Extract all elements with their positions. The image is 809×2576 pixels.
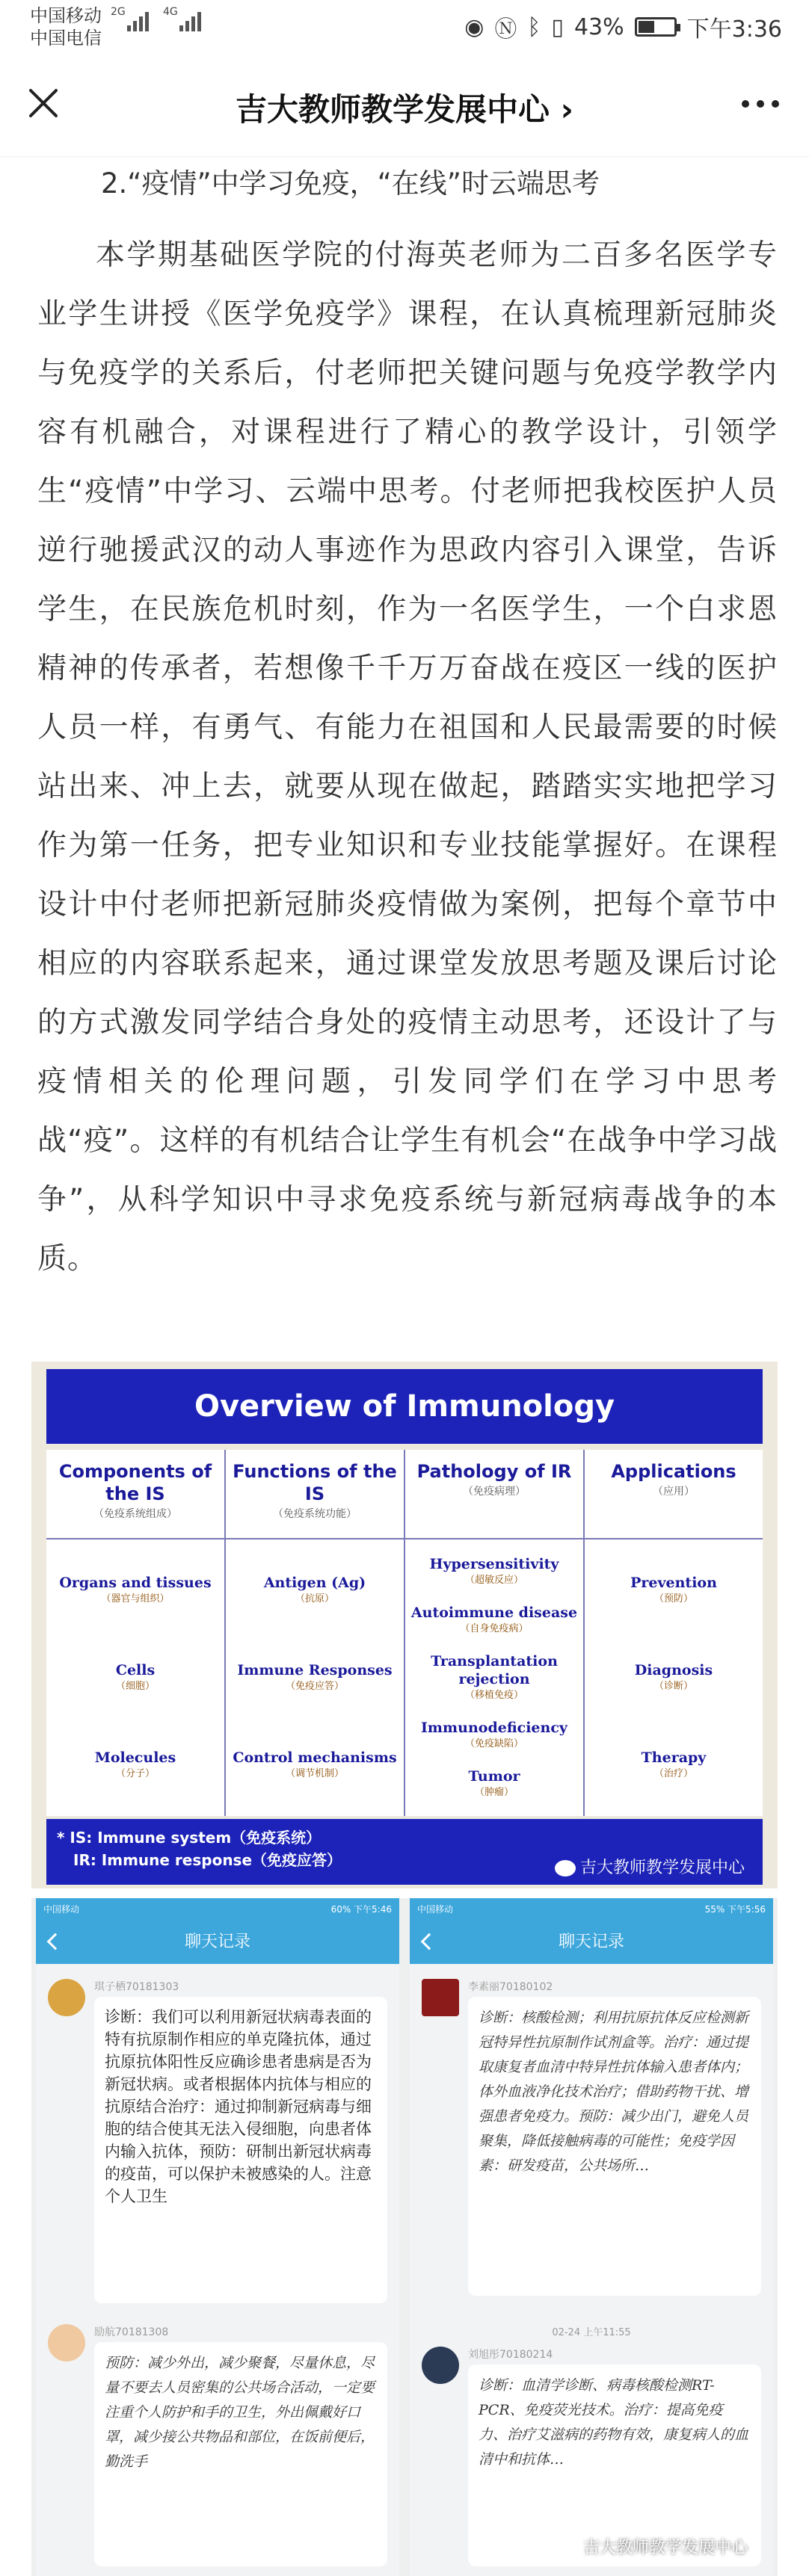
column-head-zh: （免疫病理） [463,1486,526,1498]
chat-message [422,1979,761,2308]
avatar [422,2347,459,2384]
message-sender: 琪子栖70181303 [94,1981,179,1993]
slide-item: Prevention （预防） [630,1575,717,1605]
column-applications [585,1450,763,1816]
message-bubble: 预防：减少外出，减少聚餐，尽量休息，尽量不要去人员密集的公共场合活动，一定要注重个人防护和手的卫生，外出佩戴好口罩，减少接公共物品和部位，在饭前便后，勤洗手 [94,2342,387,2566]
chat-screenshot-right [410,1898,773,2576]
clock: 下午3:36 [686,16,782,43]
column-head [405,1450,583,1539]
phone-status-bar: 中国移动 55% 下午5:56 [410,1898,773,1921]
message-bubble: 诊断：核酸检测；利用抗原抗体反应检测新冠特异性抗原制作试剂盒等。治疗：通过提取康复者血清中特异性抗体输入患者体内；体外血液净化技术治疗；借助药物干扰、增强患者免疫力。预防：减少出门，避免人员聚集，降低接触病毒的可能性；免疫学因素：研发疫苗，公共场所… [468,1997,761,2296]
more-icon[interactable] [742,100,779,108]
battery-percent: 43% [573,13,624,40]
column-head-en: Pathology of IR [416,1461,572,1482]
slide-item: Hypersensitivity （超敏反应） [429,1555,559,1586]
slide-item: Organs and tissues （器官与组织） [59,1575,212,1605]
carrier-1: 中国移动 [30,5,102,26]
message-sender: 刘旭彤70180214 [468,2349,553,2361]
article-paragraph: 本学期基础医学院的付海英老师为二百多名医学专业学生讲授《医学免疫学》课程，在认真梳理新冠肺炎与免疫学的关系后，付老师把关键问题与免疫学教学内容有机融合，对课程进行了精心的教学设计，引领学生“疫情”中学习、云端中思考。付老师把我校医护人员逆行驰援武汉的动人事迹作为思政内容引入课堂，告诉学生，在民族危机时刻，作为一名医学生，一个白求恩精神的传承者，若想像千千万万奋战在疫区一线的医护人员一样，有勇气、有能力在祖国和人民最需要的时候站出来、冲上去，就要从现在做起，踏踏实实地把学习作为第一任务，把专业知识和专业技能掌握好。在课程设计中付老师把新冠肺炎疫情做为案例，把每个章节中相应的内容联系起来，通过课堂发放思考题及课后讨论的方式激发同学结合身处的疫情主动思考，还设计了与疫情相关的伦理问题，引发同学们在学习中思考战“疫”。这样的有机结合让学生有机会“在战争中学习战争”，从科学知识中寻求免疫系统与新冠病毒战争的本质。 [37,238,778,1276]
column-components [46,1450,226,1816]
message-bubble: 诊断：我们可以利用新冠状病毒表面的特有抗原制作相应的单克隆抗体，通过抗原抗体阳性反应确诊患者患病是否为新冠状病。或者根据体内抗体与相应的抗原结合治疗：通过抑制新冠病毒与细胞的结合使其无法入侵细胞，向患者体内输入抗体，预防：研制出新冠状病毒的疫苗，可以保护未被感染的人。注意个人卫生 [94,1997,387,2303]
chat-message [48,1979,387,2308]
column-head [46,1450,224,1539]
network-type-2: 4G [163,6,178,18]
avatar [48,1979,85,2016]
slide-footer [46,1819,763,1885]
wechat-icon [555,1860,576,1877]
chat-timestamp: 02-24 上午11:55 [552,2327,631,2338]
slide-item: Therapy （治疗） [641,1749,707,1779]
nfc-icon: Ⓝ [494,16,517,43]
chat-header-title: 聊天记录 [558,1933,624,1951]
back-arrow-icon [47,1933,64,1950]
watermark: 吉大教师教学发展中心 [555,1855,745,1878]
chat-screenshot-left [36,1898,399,2576]
vibrate-icon: ▯ [551,13,564,40]
message-sender: 励航70181308 [94,2326,169,2338]
chat-screenshots-image[interactable] [31,1898,778,2576]
slide-title: Overview of Immunology [46,1369,763,1444]
slide-item: Control mechanisms （调节机制） [233,1749,397,1779]
carrier-2: 中国电信 [30,28,102,49]
column-head-zh: （应用） [653,1486,695,1498]
phone-status-bar: 中国移动 60% 下午5:46 [36,1898,399,1921]
network-type-1: 2G [111,6,126,18]
nav-bar [0,52,809,157]
bluetooth-icon: ᛒ [527,13,541,40]
slide-note: * IS: Immune system（免疫系统） IR: Immune response（免疫应答） [57,1829,342,1869]
slide-item: Diagnosis （诊断） [634,1661,713,1692]
chat-header [410,1921,773,1964]
chat-header [36,1921,399,1964]
column-head [226,1450,404,1539]
account-title-link[interactable]: 吉大教师教学发展中心 › [236,91,573,128]
chat-message [48,2324,387,2571]
status-indicators [464,10,782,43]
signal-icon-2 [163,6,201,31]
slide-item: Immune Responses （免疫应答） [237,1661,393,1692]
avatar [48,2324,85,2362]
slide-item: Molecules （分子） [94,1749,176,1779]
back-arrow-icon [421,1933,438,1950]
slide-item: Tumor （肿瘤） [468,1768,520,1799]
slide-item: Antigen (Ag) （抗原） [263,1575,366,1605]
avatar [422,1979,459,2016]
watermark: 吉大教师教学发展中心 [558,2535,748,2558]
column-head-en: Applications [611,1461,736,1482]
column-head [585,1450,763,1539]
article-body [37,163,778,1288]
message-bubble: 诊断：血清学诊断、病毒核酸检测RT-PCR、免疫荧光技术。治疗：提高免疫力、治疗艾滋病的药物有效，康复病人的血清中和抗体… [468,2365,761,2566]
immunology-overview-image[interactable] [31,1362,778,1888]
column-pathology [405,1450,585,1816]
slide-item: Autoimmune disease （自身免疫病） [410,1604,578,1634]
carrier-info [30,4,102,49]
column-head-zh: （免疫系统功能） [273,1508,357,1520]
battery-icon [635,17,677,37]
wechat-icon [558,2540,579,2557]
chat-header-title: 聊天记录 [184,1933,250,1951]
message-sender: 李素丽70180102 [468,1981,553,1993]
column-head-en: Components of the IS [58,1461,212,1504]
column-functions [226,1450,405,1816]
eye-icon: ◉ [464,13,485,40]
slide-item: Transplantation rejection （移植免疫） [431,1652,558,1701]
section-heading: 2.“疫情”中学习免疫，“在线”时云端思考 [101,167,600,200]
slide-item: Immunodeficiency （免疫缺陷） [421,1720,567,1750]
slide-item: Cells （细胞） [115,1661,156,1692]
signal-icon [111,6,149,31]
status-bar [0,0,809,52]
slide-columns [46,1450,763,1816]
column-head-zh: （免疫系统组成） [93,1508,177,1520]
column-head-en: Functions of the IS [233,1461,397,1504]
